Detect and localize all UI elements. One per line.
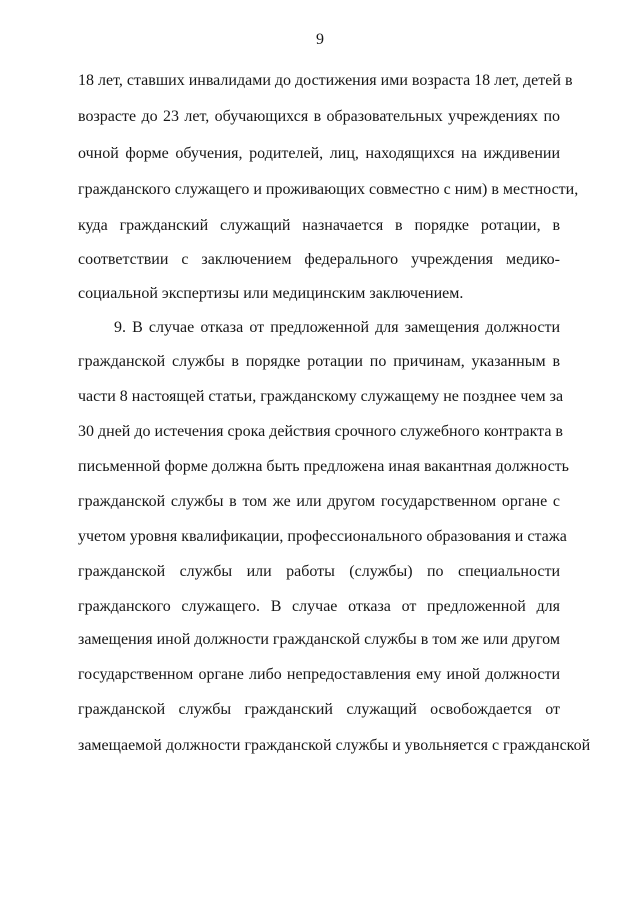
text-line: очной форме обучения, родителей, лиц, находящихся на иждивении [78, 145, 560, 162]
text-line: 9. В случае отказа от предложенной для замещения должности [114, 319, 560, 336]
text-line: гражданской службы в порядке ротации по причинам, указанным в [78, 353, 560, 370]
text-line: социальной экспертизы или медицинским заключением. [78, 285, 464, 302]
text-line: соответствии с заключением федерального учреждения медико- [78, 251, 560, 268]
text-line: части 8 настоящей статьи, гражданскому служащему не позднее чем за [78, 388, 564, 405]
text-line: гражданского служащего и проживающих совместно с ним) в местности, [78, 181, 579, 198]
text-line: гражданского служащего. В случае отказа от предложенной для [78, 598, 560, 615]
text-line: замещаемой должности гражданской службы и увольняется с гражданской [78, 737, 591, 754]
text-line: куда гражданский служащий назначается в порядке ротации, в [78, 217, 560, 234]
text-line: 18 лет, ставших инвалидами до достижения ими возраста 18 лет, детей в [78, 72, 573, 89]
text-line: 30 дней до истечения срока действия срочного служебного контракта в [78, 423, 563, 440]
text-line: учетом уровня квалификации, профессионального образования и стажа [78, 528, 567, 545]
text-line: гражданской службы гражданский служащий освобождается от [78, 701, 560, 718]
text-line: гражданской службы или работы (службы) по специальности [78, 563, 560, 580]
text-line: государственном органе либо непредоставления ему иной должности [78, 666, 560, 683]
text-line: гражданской службы в том же или другом государственном органе с [78, 493, 560, 510]
text-line: замещения иной должности гражданской службы в том же или другом [78, 631, 560, 648]
text-line: возрасте до 23 лет, обучающихся в образовательных учреждениях по [78, 108, 560, 125]
text-line: письменной форме должна быть предложена иная вакантная должность [78, 458, 569, 475]
page-number: 9 [316, 31, 324, 48]
